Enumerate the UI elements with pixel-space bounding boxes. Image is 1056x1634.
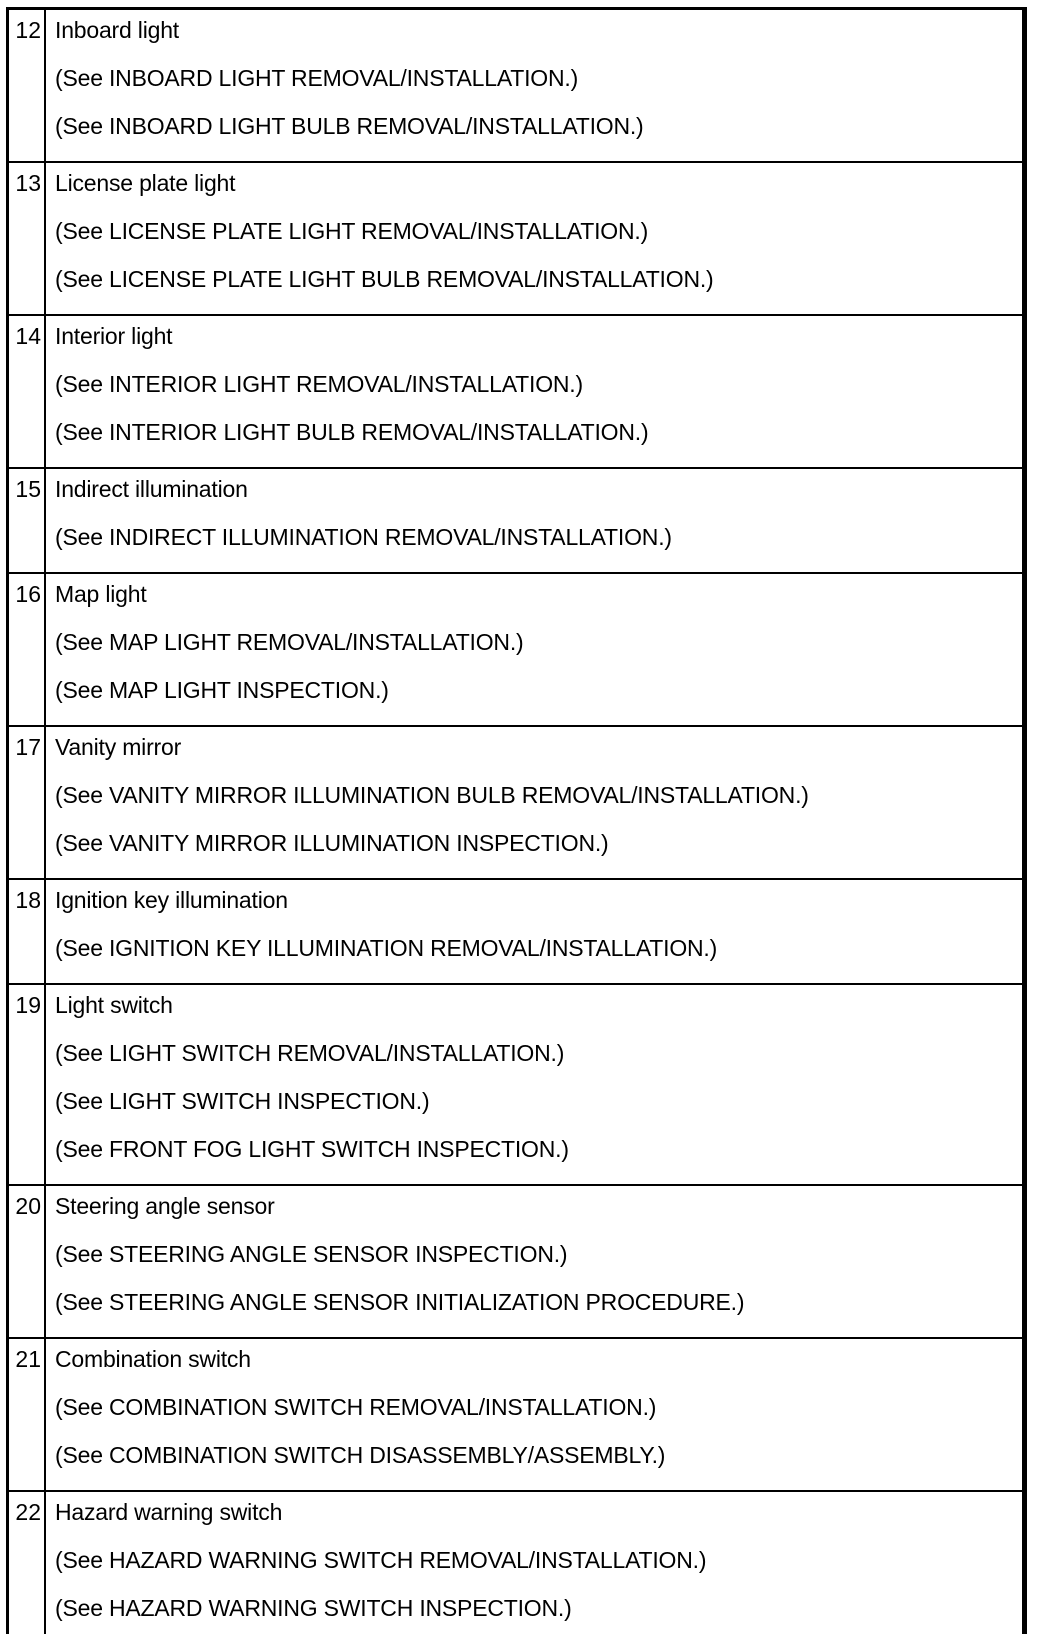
row-number-cell: 12 — [9, 10, 46, 161]
reference-line: (See COMBINATION SWITCH DISASSEMBLY/ASSEMBLY.) — [55, 1442, 666, 1468]
reference-line: (See LICENSE PLATE LIGHT REMOVAL/INSTALLATION.) — [55, 218, 649, 244]
reference-line: (See INBOARD LIGHT REMOVAL/INSTALLATION.) — [55, 65, 579, 91]
table-row — [9, 1184, 1022, 1337]
component-title: Indirect illumination — [55, 476, 248, 502]
table-row — [9, 725, 1022, 878]
row-number-cell: 14 — [9, 316, 46, 467]
row-number-cell: 21 — [9, 1339, 46, 1490]
row-content-cell — [46, 880, 1022, 983]
table-row — [9, 10, 1022, 161]
component-title: Vanity mirror — [55, 734, 182, 760]
row-number-cell: 13 — [9, 163, 46, 314]
row-number-cell: 17 — [9, 727, 46, 878]
component-title: Map light — [55, 581, 147, 607]
table-row — [9, 1337, 1022, 1490]
reference-line: (See HAZARD WARNING SWITCH REMOVAL/INSTALLATION.) — [55, 1547, 707, 1573]
row-number-cell: 16 — [9, 574, 46, 725]
row-number-cell: 18 — [9, 880, 46, 983]
row-content-cell — [46, 1339, 1022, 1490]
component-title: Inboard light — [55, 17, 179, 43]
component-title: Light switch — [55, 992, 173, 1018]
row-number-cell: 19 — [9, 985, 46, 1184]
row-content-cell — [46, 1186, 1022, 1337]
components-index-table — [6, 7, 1027, 1634]
reference-line: (See STEERING ANGLE SENSOR INITIALIZATION PROCEDURE.) — [55, 1289, 745, 1315]
reference-line: (See INBOARD LIGHT BULB REMOVAL/INSTALLATION.) — [55, 113, 644, 139]
table-row — [9, 467, 1022, 572]
reference-line: (See INTERIOR LIGHT BULB REMOVAL/INSTALLATION.) — [55, 419, 649, 445]
table-row — [9, 983, 1022, 1184]
reference-line: (See STEERING ANGLE SENSOR INSPECTION.) — [55, 1241, 568, 1267]
reference-line: (See LICENSE PLATE LIGHT BULB REMOVAL/INSTALLATION.) — [55, 266, 714, 292]
table-row — [9, 878, 1022, 983]
reference-line: (See FRONT FOG LIGHT SWITCH INSPECTION.) — [55, 1136, 569, 1162]
reference-line: (See MAP LIGHT INSPECTION.) — [55, 677, 389, 703]
reference-line: (See MAP LIGHT REMOVAL/INSTALLATION.) — [55, 629, 524, 655]
component-title: License plate light — [55, 170, 236, 196]
row-number-cell: 15 — [9, 469, 46, 572]
component-title: Ignition key illumination — [55, 887, 288, 913]
reference-line: (See INTERIOR LIGHT REMOVAL/INSTALLATION.) — [55, 371, 583, 397]
reference-line: (See VANITY MIRROR ILLUMINATION INSPECTION.) — [55, 830, 609, 856]
row-content-cell — [46, 469, 1022, 572]
table-row — [9, 161, 1022, 314]
row-content-cell — [46, 1492, 1022, 1634]
table-row — [9, 314, 1022, 467]
component-title: Steering angle sensor — [55, 1193, 275, 1219]
row-content-cell — [46, 574, 1022, 725]
row-content-cell — [46, 10, 1022, 161]
table-row — [9, 1490, 1022, 1634]
reference-line: (See INDIRECT ILLUMINATION REMOVAL/INSTALLATION.) — [55, 524, 672, 550]
reference-line: (See HAZARD WARNING SWITCH INSPECTION.) — [55, 1595, 572, 1621]
reference-line: (See LIGHT SWITCH INSPECTION.) — [55, 1088, 430, 1114]
reference-line: (See LIGHT SWITCH REMOVAL/INSTALLATION.) — [55, 1040, 565, 1066]
row-content-cell — [46, 316, 1022, 467]
reference-line: (See IGNITION KEY ILLUMINATION REMOVAL/INSTALLATION.) — [55, 935, 718, 961]
reference-line: (See VANITY MIRROR ILLUMINATION BULB REMOVAL/INSTALLATION.) — [55, 782, 809, 808]
table-row — [9, 572, 1022, 725]
component-title: Combination switch — [55, 1346, 251, 1372]
component-title: Hazard warning switch — [55, 1499, 283, 1525]
component-title: Interior light — [55, 323, 173, 349]
row-content-cell — [46, 163, 1022, 314]
row-content-cell — [46, 985, 1022, 1184]
row-number-cell: 22 — [9, 1492, 46, 1634]
row-number-cell: 20 — [9, 1186, 46, 1337]
reference-line: (See COMBINATION SWITCH REMOVAL/INSTALLATION.) — [55, 1394, 657, 1420]
row-content-cell — [46, 727, 1022, 878]
